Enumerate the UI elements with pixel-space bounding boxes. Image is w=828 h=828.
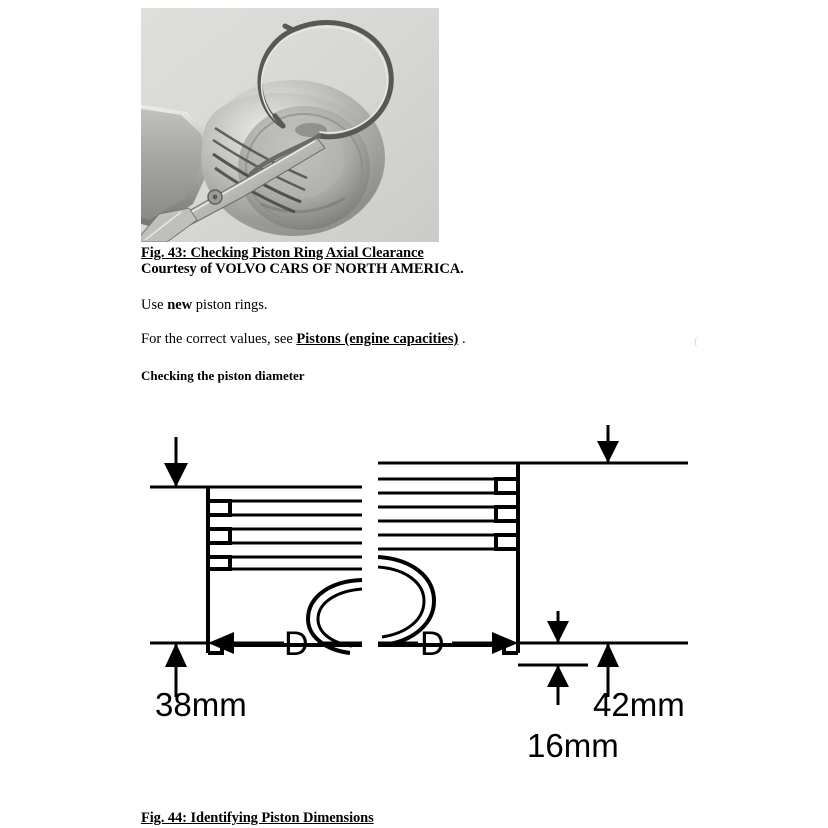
para1-emphasis: new <box>167 297 193 313</box>
page-artifact-mark: ( <box>694 334 698 348</box>
figure-44-caption: Fig. 44: Identifying Piston Dimensions <box>141 810 374 826</box>
figure-43-caption-title: Fig. 43: Checking Piston Ring Axial Clearance <box>141 245 424 261</box>
subheading-checking-piston-diameter: Checking the piston diameter <box>141 368 305 383</box>
left-diameter-letter: D <box>284 625 309 663</box>
dimension-label-38mm: 38mm <box>155 686 247 723</box>
link-pistons-engine-capacities[interactable]: Pistons (engine capacities) <box>296 331 459 347</box>
paragraph-use-new-rings <box>141 297 268 314</box>
dimension-label-42mm: 42mm <box>593 686 685 723</box>
para1-text-before: Use <box>141 297 168 313</box>
figure-44-piston-dimension-diagram <box>0 405 828 705</box>
figure-43-courtesy-line: Courtesy of VOLVO CARS OF NORTH AMERICA. <box>141 261 464 277</box>
para2-text-before: For the correct values, see <box>141 331 297 347</box>
para2-text-after: . <box>458 331 466 347</box>
figure-43-photo <box>141 8 439 242</box>
piston-ring-photo-image <box>141 8 439 242</box>
paragraph-correct-values <box>141 331 466 348</box>
dimension-label-16mm: 16mm <box>527 727 619 764</box>
right-diameter-letter: D <box>420 625 445 663</box>
para1-text-after: piston rings. <box>192 297 268 313</box>
